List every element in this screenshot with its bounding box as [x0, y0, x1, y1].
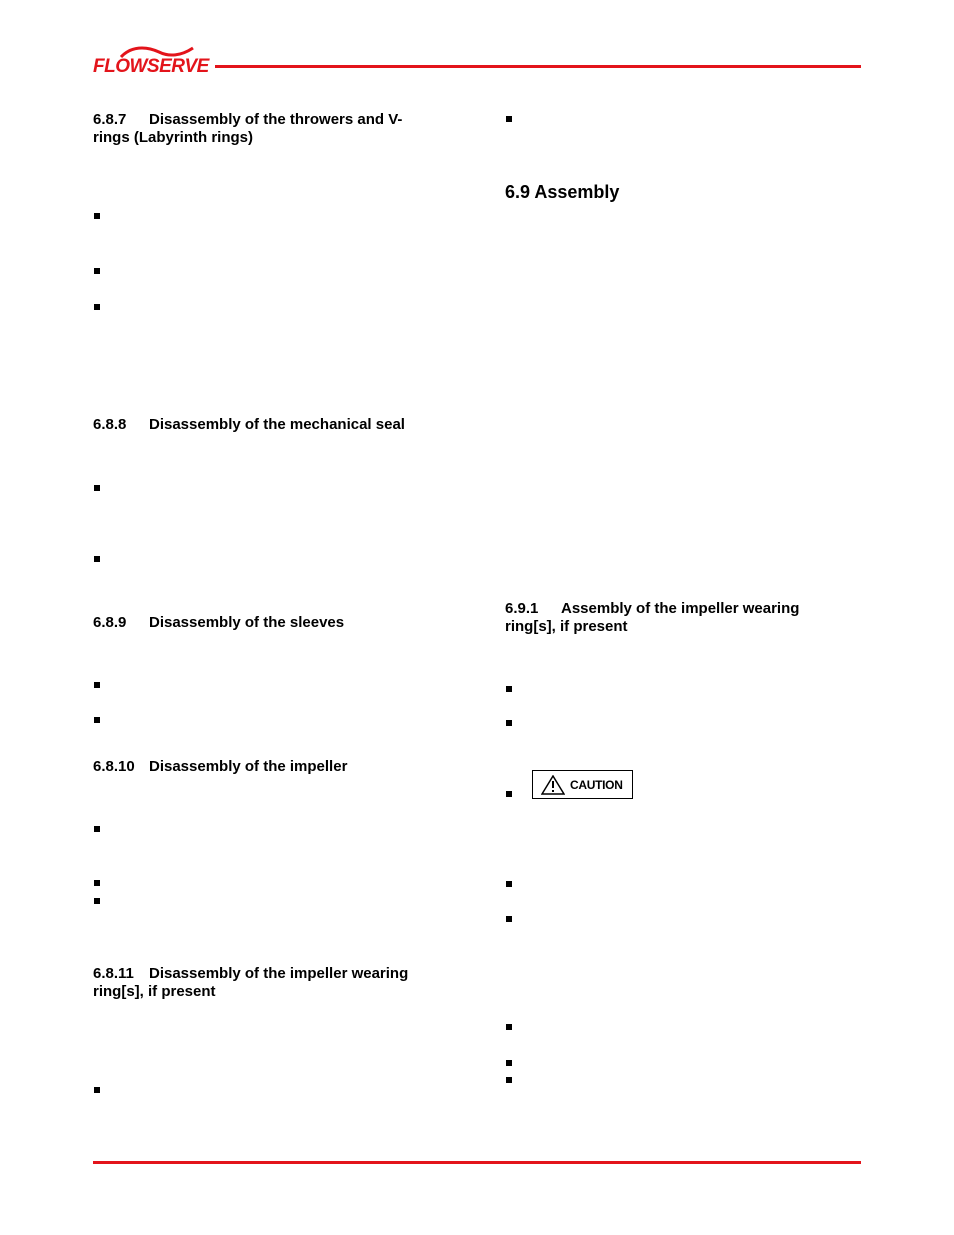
logo-wordmark: FLOWSERVE	[93, 56, 209, 77]
caution-label	[532, 770, 633, 799]
bullet-marker	[94, 485, 100, 491]
heading-6-8-10: 6.8.10 Disassembly of the impeller	[93, 758, 348, 775]
warning-triangle-icon	[541, 775, 565, 795]
bullet-marker	[506, 1077, 512, 1083]
bullet-marker	[94, 556, 100, 562]
heading-6-8-8: 6.8.8 Disassembly of the mechanical seal	[93, 416, 405, 433]
caution-text: CAUTION	[570, 778, 623, 792]
flowserve-logo	[93, 44, 211, 86]
bullet-marker	[506, 686, 512, 692]
heading-6-8-7-line2: rings (Labyrinth rings)	[93, 129, 254, 146]
heading-6-9-1: 6.9.1 Assembly of the impeller wearing	[505, 600, 800, 617]
bullet-marker	[506, 881, 512, 887]
bullet-marker	[94, 880, 100, 886]
bullet-marker	[94, 304, 100, 310]
bullet-marker	[94, 826, 100, 832]
bullet-marker	[94, 1087, 100, 1093]
heading-6-8-9: 6.8.9 Disassembly of the sleeves	[93, 614, 345, 631]
heading-6-8-11: 6.8.11 Disassembly of the impeller wearing	[93, 965, 409, 982]
bullet-marker	[506, 1024, 512, 1030]
bullet-marker	[506, 791, 512, 797]
heading-6-9-1-line2: ring[s], if present	[505, 618, 628, 635]
bullet-marker	[94, 682, 100, 688]
bullet-marker	[94, 898, 100, 904]
bullet-marker	[94, 268, 100, 274]
header-rule	[215, 65, 861, 68]
footer-rule	[93, 1161, 861, 1164]
heading-6-8-7: 6.8.7 Disassembly of the throwers and V-	[93, 111, 403, 128]
bullet-marker	[506, 116, 512, 122]
heading-6-9: 6.9 Assembly	[505, 182, 620, 202]
heading-6-8-11-line2: ring[s], if present	[93, 983, 216, 1000]
bullet-marker	[506, 1060, 512, 1066]
bullet-marker	[506, 720, 512, 726]
bullet-marker	[506, 916, 512, 922]
bullet-marker	[94, 717, 100, 723]
bullet-marker	[94, 213, 100, 219]
